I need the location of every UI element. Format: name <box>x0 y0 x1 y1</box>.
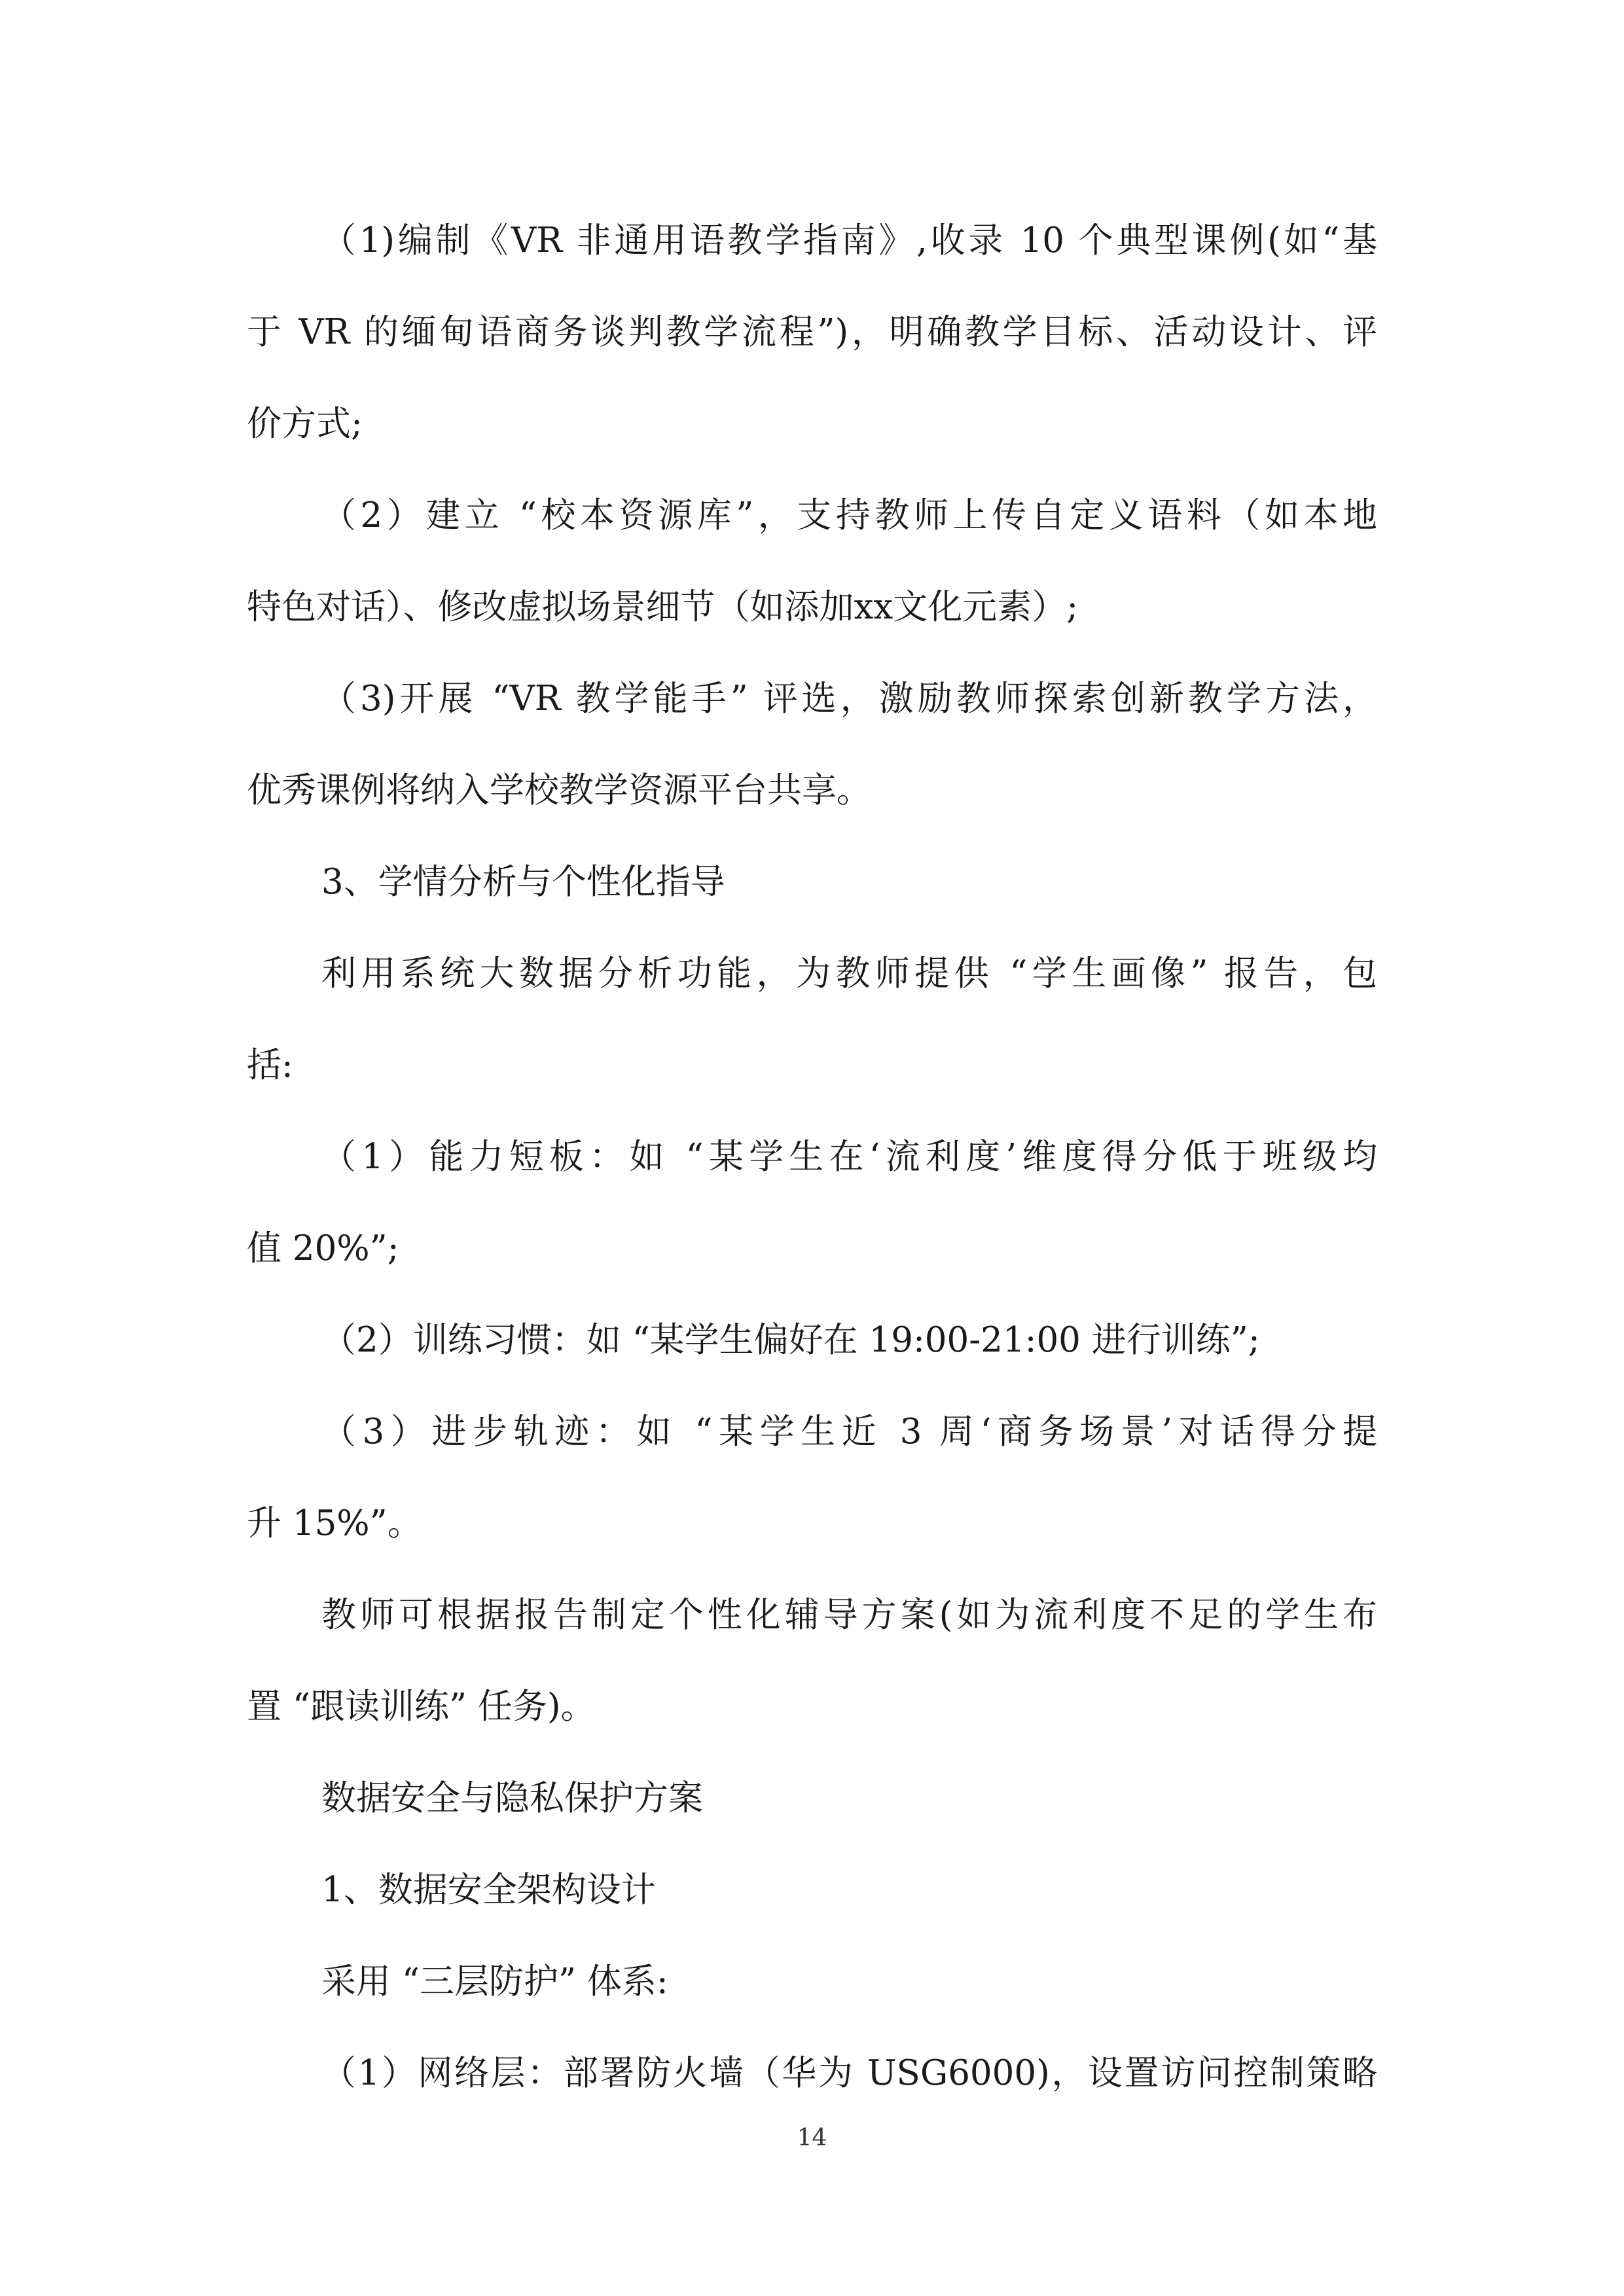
paragraph-line: （2）建立 “校本资源库”，支持教师上传自定义语料（如本地 <box>321 495 1377 535</box>
paragraph-line: 特色对话）、修改虚拟场景细节（如添加xx文化元素）; <box>247 587 1079 627</box>
paragraph-line: 升 15%”。 <box>247 1503 422 1543</box>
paragraph-line: 教师可根据报告制定个性化辅导方案(如为流利度不足的学生布 <box>321 1595 1377 1635</box>
paragraph-line: （1)编制《VR 非通用语教学指南》,收录 10 个典型课例(如“基 <box>321 221 1377 260</box>
paragraph-line: 括: <box>247 1045 293 1085</box>
paragraph-line: （3）进步轨迹：如 “某学生近 3 周‘商务场景’对话得分提 <box>321 1412 1377 1452</box>
paragraph-line: （1）网络层：部署防火墙（华为 USG6000)，设置访问控制策略 <box>321 2053 1377 2093</box>
paragraph-line: 价方式; <box>247 404 363 444</box>
paragraph-line: （2）训练习惯：如 “某学生偏好在 19:00-21:00 进行训练”; <box>321 1320 1260 1360</box>
paragraph-line: 于 VR 的缅甸语商务谈判教学流程”)，明确教学目标、活动设计、评 <box>247 312 1377 352</box>
paragraph-line: 置 “跟读训练” 任务)。 <box>247 1687 596 1727</box>
paragraph-line: （1）能力短板：如 “某学生在‘流利度’维度得分低于班级均 <box>321 1137 1377 1177</box>
paragraph-line: 优秀课例将纳入学校教学资源平台共享。 <box>247 770 871 810</box>
section-heading: 3、学情分析与个性化指导 <box>321 862 725 902</box>
paragraph-line: 采用 “三层防护” 体系: <box>321 1962 668 2001</box>
section-heading: 数据安全与隐私保护方案 <box>321 1778 703 1818</box>
paragraph-line: 值 20%”; <box>247 1229 399 1268</box>
paragraph-line: （3)开展 “VR 教学能手” 评选，激励教师探索创新教学方法， <box>321 679 1377 719</box>
subsection-heading: 1、数据安全架构设计 <box>321 1870 656 1910</box>
paragraph-line: 利用系统大数据分析功能，为教师提供 “学生画像” 报告，包 <box>321 954 1377 994</box>
page-number: 14 <box>797 2125 827 2151</box>
